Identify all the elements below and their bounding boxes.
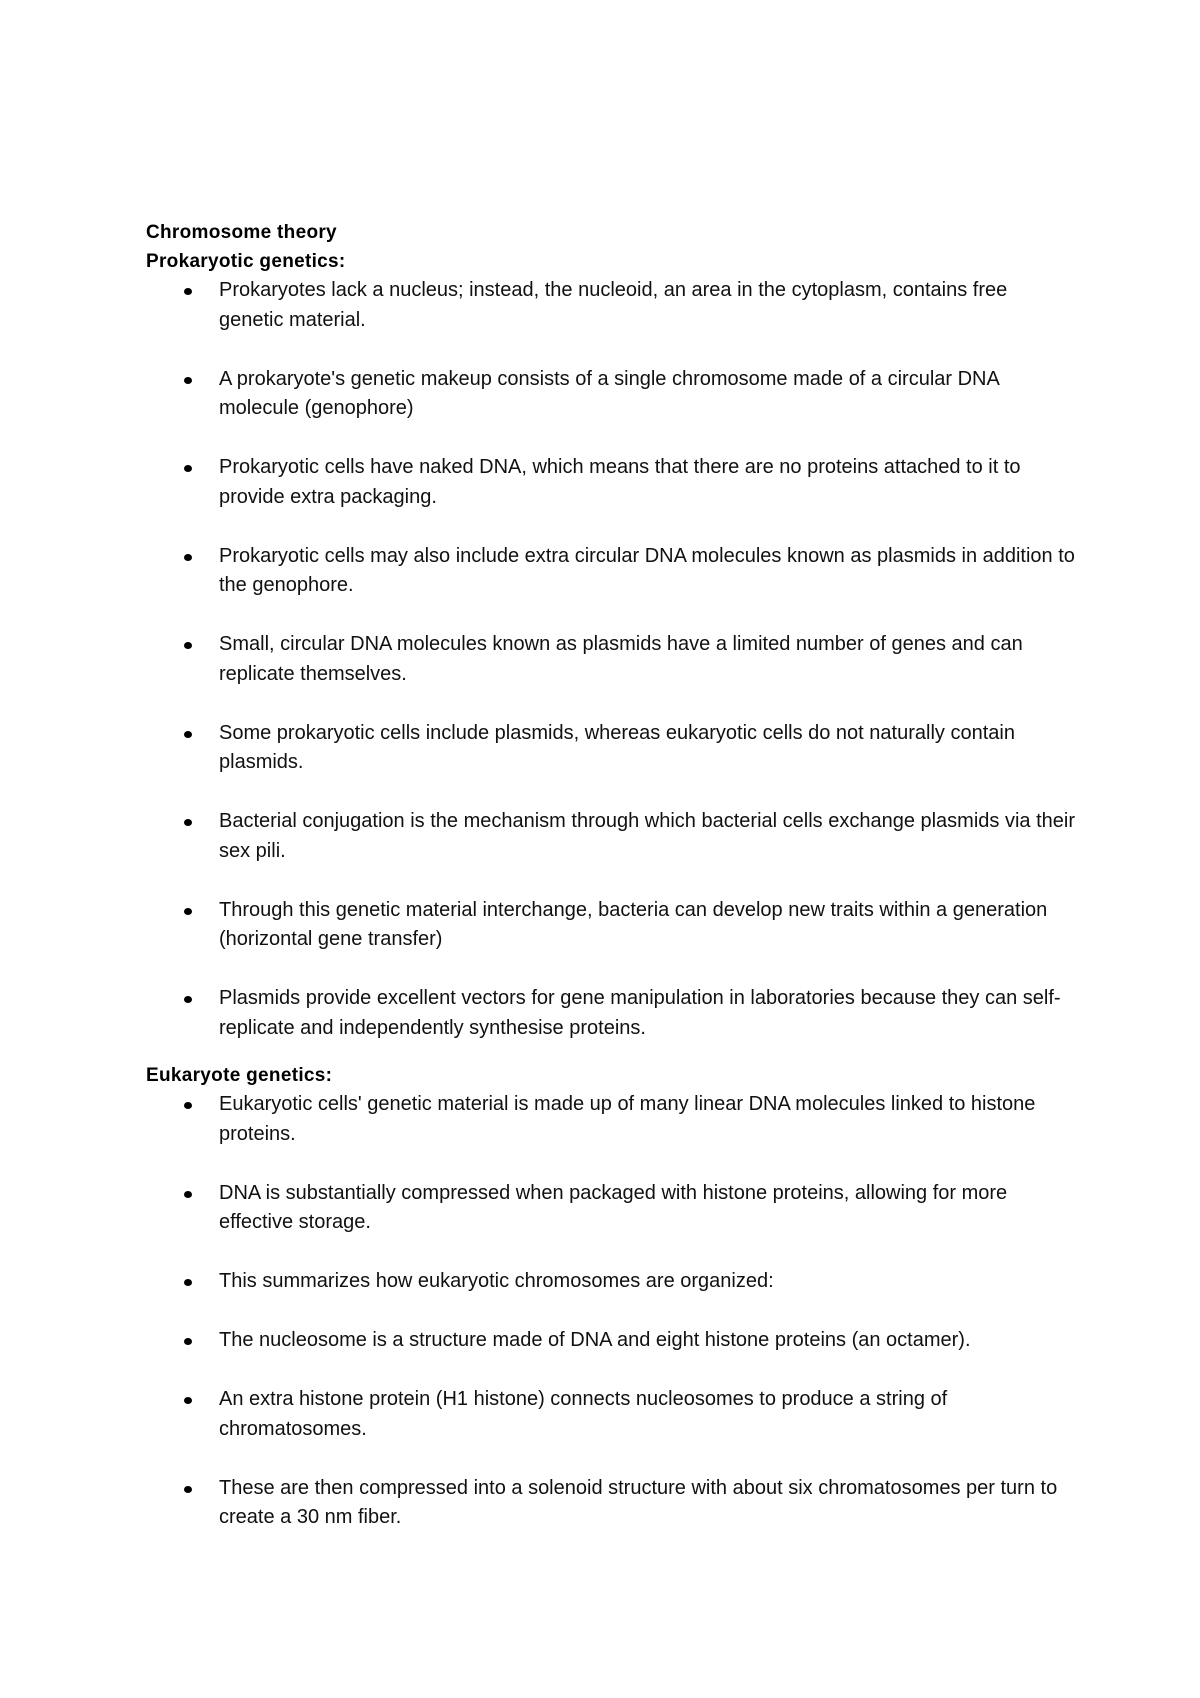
- list-item: [146, 276, 1076, 335]
- list-item-text: These are then compressed into a solenoid structure with about six chromatosomes per turn to create a 30 nm fiber.: [219, 1476, 1058, 1528]
- list-item: [146, 719, 1076, 778]
- bullet-icon: [184, 996, 192, 1003]
- list-item-text: Prokaryotes lack a nucleus; instead, the nucleoid, an area in the cytoplasm, contains free genetic material.: [219, 279, 1008, 331]
- list-item-text: Prokaryotic cells have naked DNA, which means that there are no proteins attached to it to provide extra packaging.: [219, 456, 1021, 508]
- bullet-icon: [184, 1279, 192, 1286]
- list-item: [146, 365, 1076, 424]
- list-item-text: This summarizes how eukaryotic chromosomes are organized:: [219, 1270, 774, 1292]
- list-item-text: Plasmids provide excellent vectors for gene manipulation in laboratories because they can self-replicate and independently synthesise proteins.: [219, 987, 1061, 1039]
- bullet-icon: [184, 1486, 192, 1493]
- list-item: [146, 630, 1076, 689]
- bullet-icon: [184, 465, 192, 472]
- bullet-icon: [184, 819, 192, 826]
- list-item-text: Some prokaryotic cells include plasmids, whereas eukaryotic cells do not naturally contain plasmids.: [219, 721, 1015, 773]
- list-item-text: An extra histone protein (H1 histone) connects nucleosomes to produce a string of chromatosomes.: [219, 1388, 948, 1440]
- list-item: [146, 453, 1076, 512]
- list-item: [146, 1326, 1076, 1356]
- list-item-text: Through this genetic material interchange, bacteria can develop new traits within a generation (horizontal gene transfer): [219, 898, 1048, 950]
- list-item: [146, 1474, 1076, 1533]
- bullet-icon: [184, 1102, 192, 1109]
- list-item-text: Small, circular DNA molecules known as plasmids have a limited number of genes and can replicate themselves.: [219, 633, 1023, 685]
- list-item-text: Bacterial conjugation is the mechanism through which bacterial cells exchange plasmids via their sex pili.: [219, 810, 1075, 862]
- bullet-icon: [184, 1397, 192, 1404]
- list-item: [146, 1267, 1076, 1297]
- section-heading-prokaryotic: Prokaryotic genetics:: [146, 251, 346, 272]
- list-item: [146, 984, 1076, 1043]
- bullet-icon: [184, 1191, 192, 1198]
- eukaryote-bullet-list: [146, 1090, 1076, 1533]
- list-item: [146, 542, 1076, 601]
- document-content: [146, 218, 1076, 1533]
- section-heading-eukaryote: Eukaryote genetics:: [146, 1065, 333, 1086]
- list-item-text: The nucleosome is a structure made of DNA and eight histone proteins (an octamer).: [219, 1329, 971, 1351]
- bullet-icon: [184, 731, 192, 738]
- list-item-text: DNA is substantially compressed when packaged with histone proteins, allowing for more effective storage.: [219, 1181, 1008, 1233]
- bullet-icon: [184, 642, 192, 649]
- bullet-icon: [184, 377, 192, 384]
- bullet-icon: [184, 1338, 192, 1345]
- list-item: [146, 1179, 1076, 1238]
- bullet-icon: [184, 288, 192, 295]
- list-item-text: Eukaryotic cells' genetic material is made up of many linear DNA molecules linked to histone proteins.: [219, 1093, 1036, 1145]
- bullet-icon: [184, 908, 192, 915]
- list-item: [146, 896, 1076, 955]
- prokaryotic-bullet-list: [146, 276, 1076, 1043]
- section-spacer: [146, 1043, 1076, 1061]
- bullet-icon: [184, 554, 192, 561]
- list-item-text: A prokaryote's genetic makeup consists of a single chromosome made of a circular DNA molecule (genophore): [219, 367, 999, 419]
- document-title: Chromosome theory: [146, 222, 337, 243]
- list-item: [146, 807, 1076, 866]
- list-item: [146, 1090, 1076, 1149]
- list-item-text: Prokaryotic cells may also include extra circular DNA molecules known as plasmids in addition to the genophore.: [219, 544, 1075, 596]
- list-item: [146, 1385, 1076, 1444]
